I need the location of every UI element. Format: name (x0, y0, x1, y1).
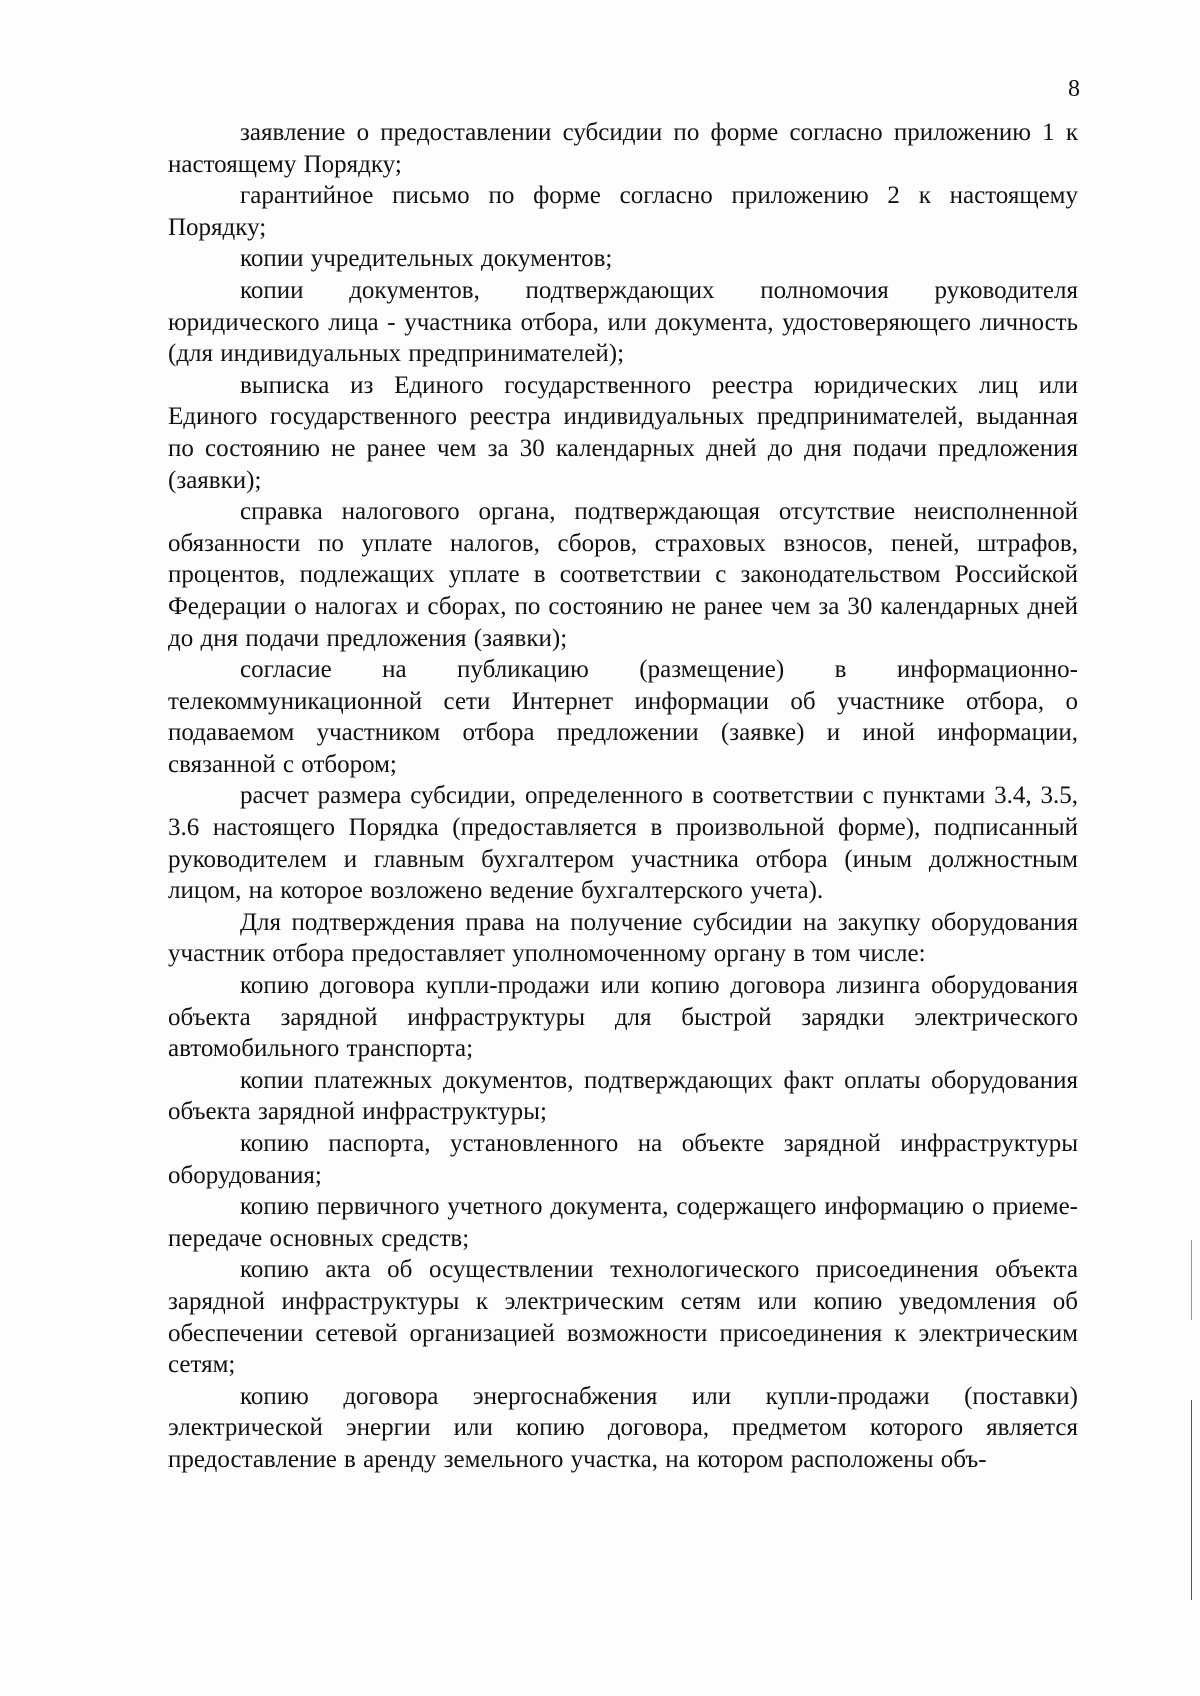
paragraph: копию договора купли-продажи или копию договора лизинга оборудования объекта зарядной инфраструктуры для быстрой зарядки электрического автомобильного транспорта; (168, 972, 1078, 1063)
paragraph: согласие на публикацию (размещение) в информационно-телекоммуникационной сети Интернет информации об участнике отбора, о подаваемом участником отбора предложении (заявке) и иной информации, связанной с отбором; (168, 656, 1078, 778)
paragraph: расчет размера субсидии, определенного в соответствии с пунктами 3.4, 3.5, 3.6 настоящего Порядка (предоставляется в произвольной форме), подписанный руководителем и главным бухгалтером участника отбора (иным должностным лицом, на которое возложено ведение бухгалтерского учета). (168, 782, 1078, 905)
scan-edge-mark (1191, 1400, 1192, 1600)
paragraph: копию первичного учетного документа, содержащего информацию о приеме-передаче основных средств; (168, 1193, 1078, 1252)
paragraph: копии платежных документов, подтверждающих факт оплаты оборудования объекта зарядной инфраструктуры; (168, 1066, 1078, 1126)
paragraph: заявление о предоставлении субсидии по форме согласно приложению 1 к настоящему Порядку; (168, 119, 1078, 178)
paragraph: копии учредительных документов; (240, 245, 613, 273)
document-body (168, 117, 1078, 1476)
paragraph: гарантийное письмо по форме согласно приложению 2 к настоящему Порядку; (168, 182, 1078, 241)
paragraph: Для подтверждения права на получение субсидии на закупку оборудования участник отбора предоставляет уполномоченному органу в том числе: (168, 908, 1078, 968)
paragraph: копию акта об осуществлении технологического присоединения объекта зарядной инфраструктуры к электрическим сетям или копию уведомления об обеспечении сетевой организацией возможности присоединения к электрическим сетям; (168, 1256, 1078, 1379)
paragraph: копии документов, подтверждающих полномочия руководителя юридического лица - участника отбора, или документа, удостоверяющего личность (для индивидуальных предпринимателей); (168, 276, 1078, 368)
paragraph: справка налогового органа, подтверждающая отсутствие неисполненной обязанности по уплате налогов, сборов, страховых взносов, пеней, штрафов, процентов, подлежащих уплате в соответствии с законодательством Российской Федерации о налогах и сборах, по состоянию не ранее чем за 30 календарных дней до дня подачи предложения (заявки); (168, 498, 1078, 652)
paragraph: копию договора энергоснабжения или купли-продажи (поставки) электрической энергии или копию договора, предметом которого является предоставление в аренду земельного участка, на котором расположены объ- (168, 1382, 1078, 1473)
paragraph: выписка из Единого государственного реестра юридических лиц или Единого государственного реестра индивидуальных предпринимателей, выданная по состоянию не ранее чем за 30 календарных дней до дня подачи предложения (заявки); (168, 371, 1078, 494)
scan-edge-mark (1191, 1240, 1192, 1320)
paragraph: копию паспорта, установленного на объекте зарядной инфраструктуры оборудования; (168, 1130, 1078, 1189)
page-number: 8 (1068, 76, 1080, 102)
